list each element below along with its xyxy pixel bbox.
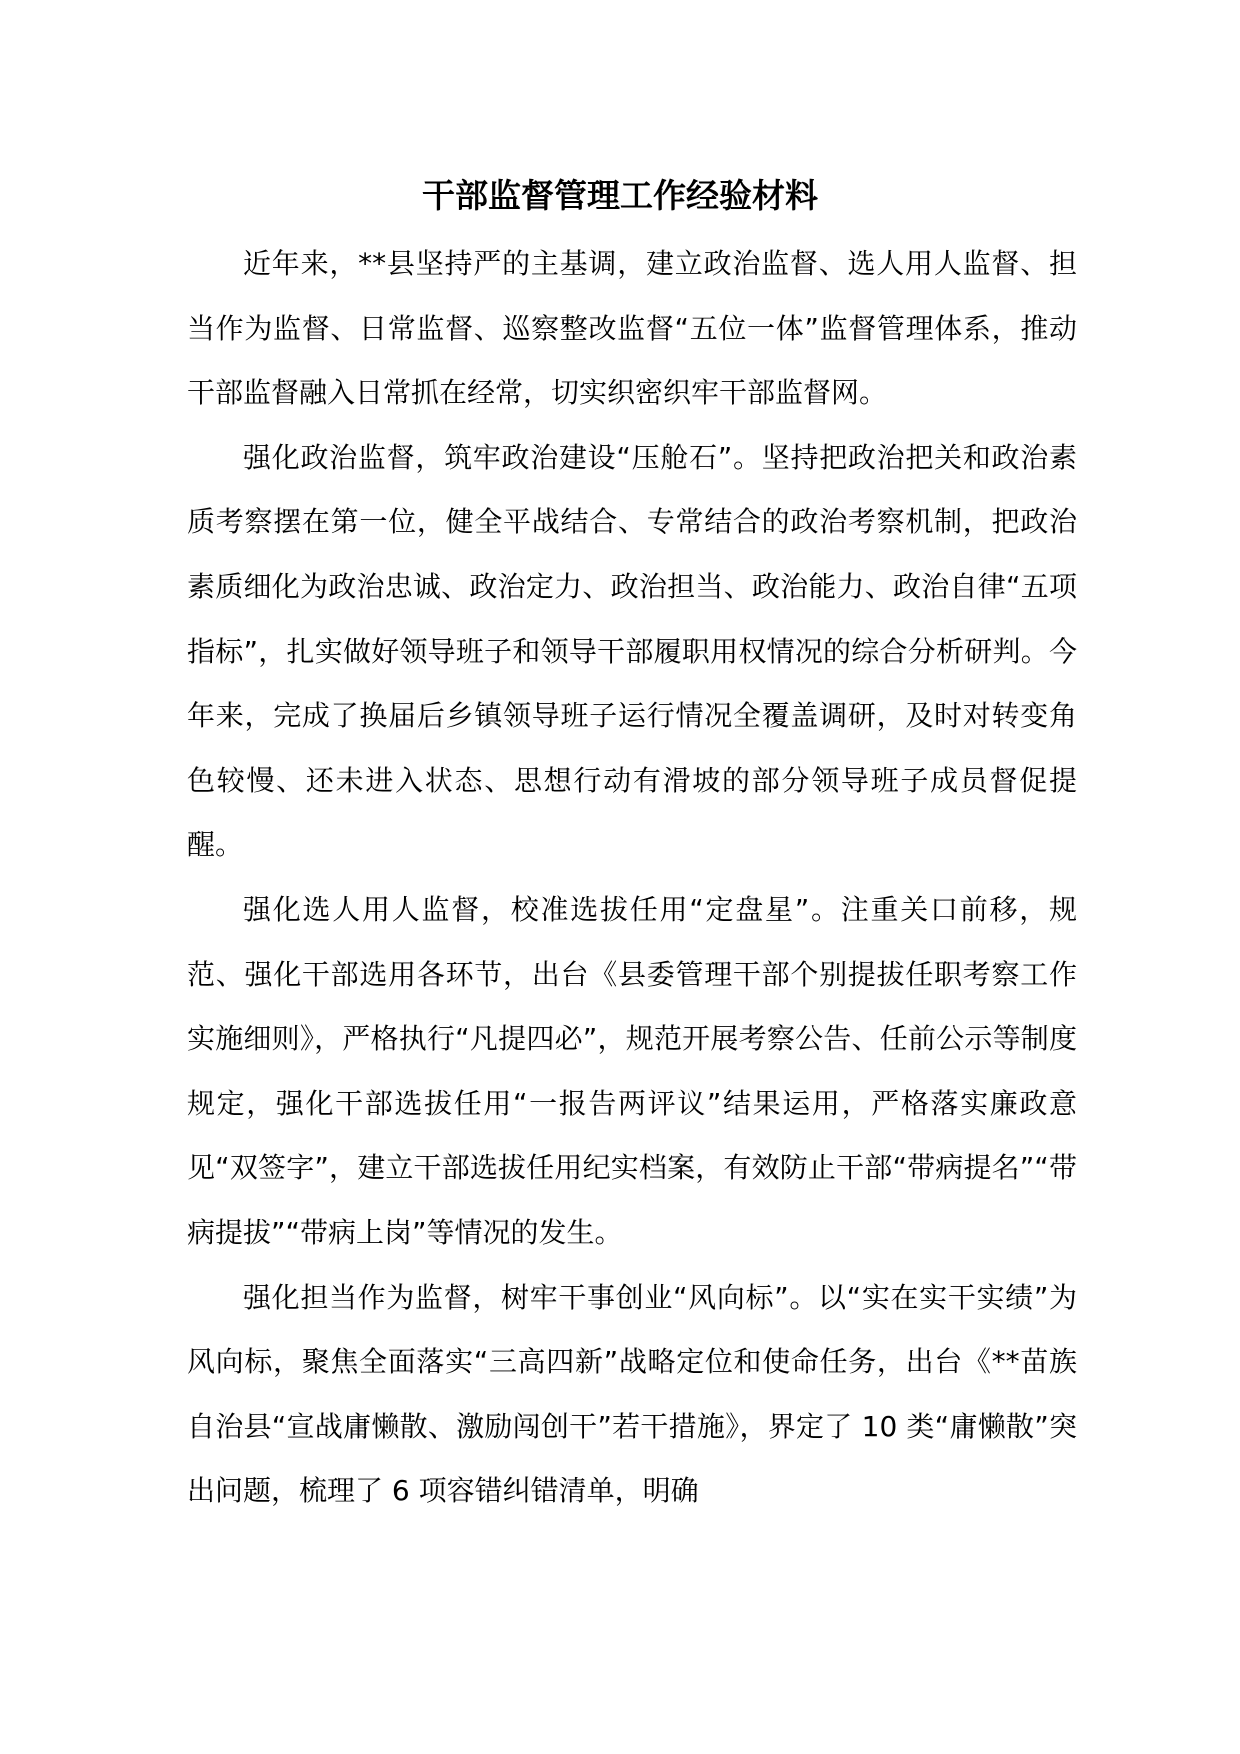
- paragraph-responsibility-supervision: 强化担当作为监督，树牢干事创业“风向标”。以“实在实干实绩”为风向标，聚焦全面落实“三高四新”战略定位和使命任务，出台《**苗族自治县“宣战庸懒散、激励闯创干”若干措施》，界定了 10 类“庸懒散”突出问题，梳理了 6 项容错纠错清单，明确: [187, 1280, 1077, 1508]
- paragraph-political-supervision: 强化政治监督，筑牢政治建设“压舱石”。坚持把政治把关和政治素质考察摆在第一位，健全平战结合、专常结合的政治考察机制，把政治素质细化为政治忠诚、政治定力、政治担当、政治能力、政治自律“五项指标”，扎实做好领导班子和领导干部履职用权情况的综合分析研判。今年来，完成了换届后乡镇领导班子运行情况全覆盖调研，及时对转变角色较慢、还未进入状态、思想行动有滑坡的部分领导班子成员督促提醒。: [187, 440, 1077, 862]
- document-body: [187, 232, 1077, 1524]
- paragraph-selection-supervision: 强化选人用人监督，校准选拔任用“定盘星”。注重关口前移，规范、强化干部选用各环节，出台《县委管理干部个别提拔任职考察工作实施细则》，严格执行“凡提四必”，规范开展考察公告、任前公示等制度规定，强化干部选拔任用“一报告两评议”结果运用，严格落实廉政意见“双签字”，建立干部选拔任用纪实档案，有效防止干部“带病提名”“带病提拔”“带病上岗”等情况的发生。: [187, 892, 1077, 1249]
- paragraph-intro: 近年来，**县坚持严的主基调，建立政治监督、选人用人监督、担当作为监督、日常监督、巡察整改监督“五位一体”监督管理体系，推动干部监督融入日常抓在经常，切实织密织牢干部监督网。: [187, 247, 1077, 410]
- document-title: 干部监督管理工作经验材料: [422, 176, 818, 215]
